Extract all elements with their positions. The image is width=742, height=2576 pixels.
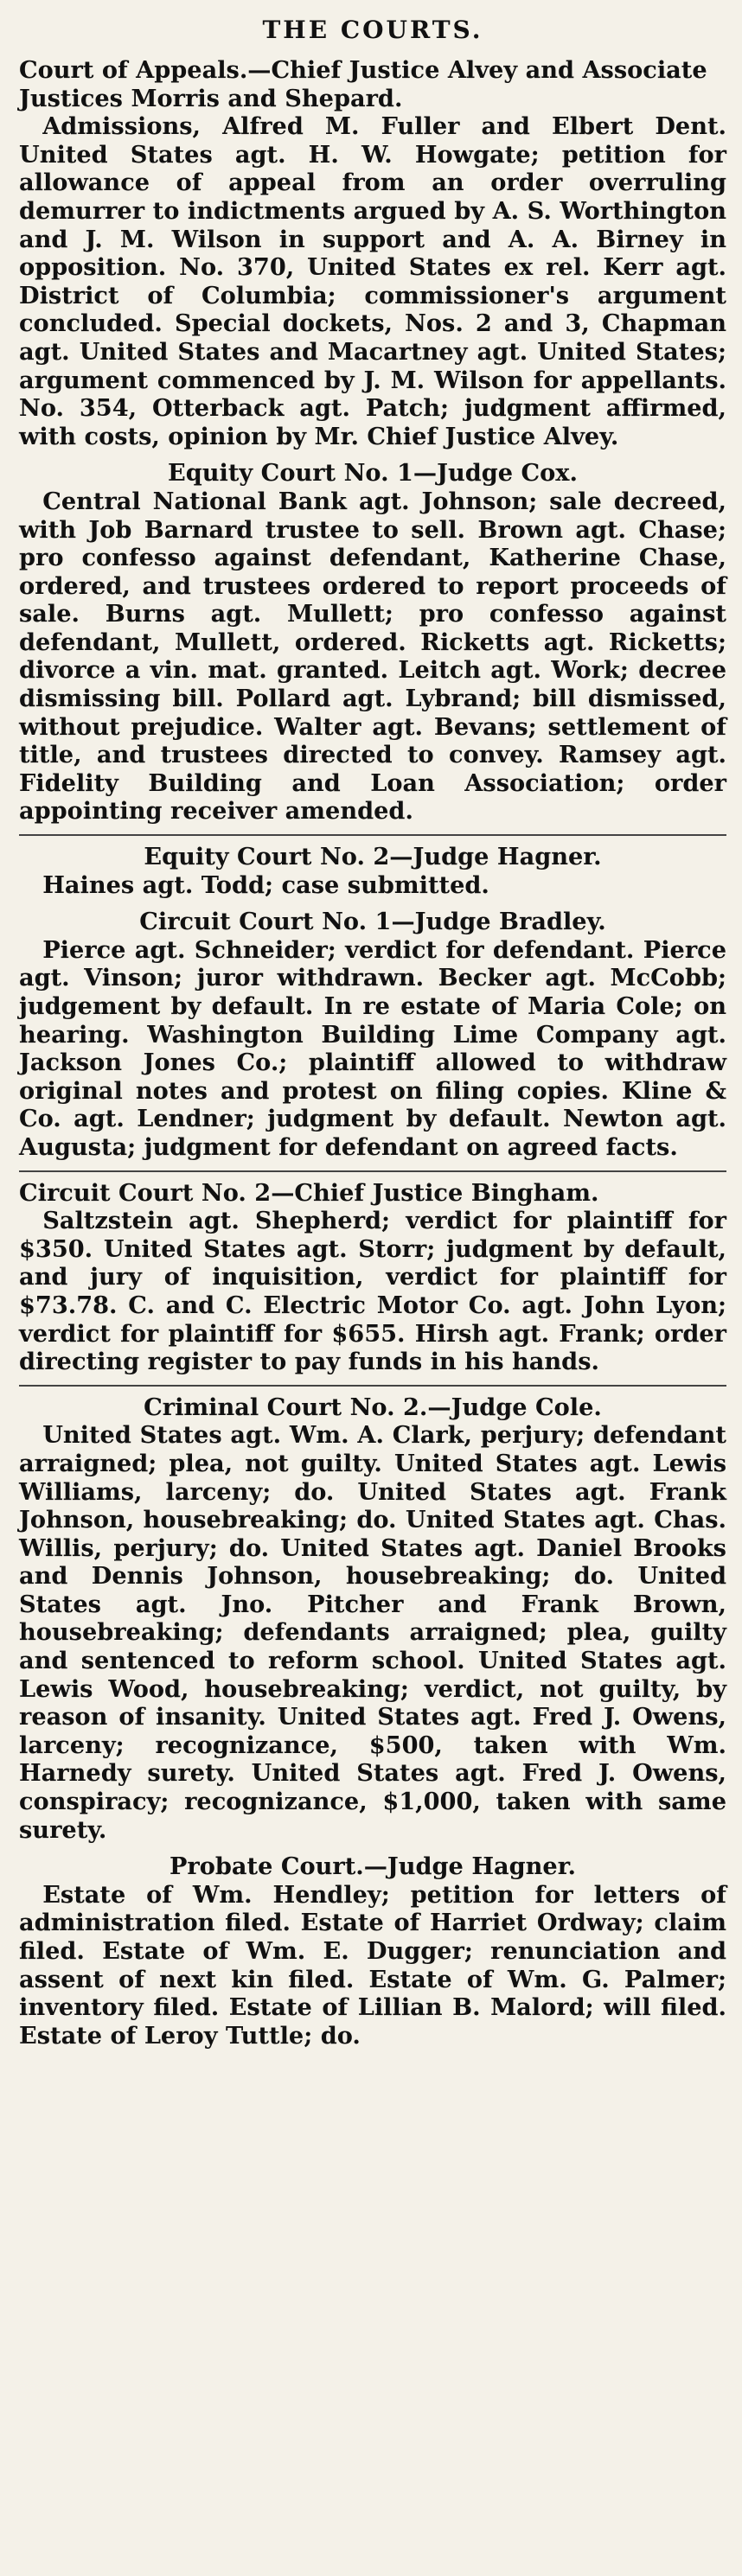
court-section-criminal-2 xyxy=(19,1393,726,1845)
section-body: Haines agt. Todd; case submitted. xyxy=(42,870,489,899)
court-section-circuit-2 xyxy=(19,1179,726,1376)
section-heading: Equity Court No. 2—Judge Hagner. xyxy=(144,843,602,871)
section-heading: Criminal Court No. 2.—Judge Cole. xyxy=(144,1393,602,1421)
section-body: Pierce agt. Schneider; verdict for defendant. Pierce agt. Vinson; juror withdrawn. Becker agt. McCobb; judgement by default. In re estate of Maria Cole; on hearing. Washington Building Lime Company agt. Jackson Jones Co.; plaintiff allowed to withdraw original notes and protest on filing copies. Kline & Co. agt. Lendner; judgment by default. Newton agt. Augusta; judgment for defendant on agreed facts. xyxy=(19,935,726,1161)
section-divider xyxy=(19,1385,726,1387)
section-heading: Circuit Court No. 1—Judge Bradley. xyxy=(139,908,606,936)
court-section-appeals xyxy=(19,56,726,450)
section-divider xyxy=(19,1170,726,1172)
section-divider xyxy=(19,834,726,836)
section-body: Admissions, Alfred M. Fuller and Elbert Dent. United States agt. H. W. Howgate; petition for allowance of appeal from an order overruling demurrer to indictments argued by A. S. Worthington and J. M. Wilson in support and A. A. Birney in opposition. No. 370, United States ex rel. Kerr agt. District of Columbia; commissioner's argument concluded. Special dockets, Nos. 2 and 3, Chapman agt. United States and Macartney agt. United States; argument commenced by J. M. Wilson for appellants. No. 354, Otterback agt. Patch; judgment affirmed, with costs, opinion by Mr. Chief Justice Alvey. xyxy=(19,112,726,450)
section-heading: Probate Court.—Judge Hagner. xyxy=(169,1852,576,1881)
section-heading: Circuit Court No. 2—Chief Justice Bingham. xyxy=(19,1178,599,1207)
court-section-equity-1 xyxy=(19,459,726,826)
section-body: Saltzstein agt. Shepherd; verdict for plaintiff for $350. United States agt. Storr; judgment by default, and jury of inquisition, verdict for plaintiff for $73.78. C. and C. Electric Motor Co. agt. John Lyon; verdict for plaintiff for $655. Hirsh agt. Frank; order directing register to pay funds in his hands. xyxy=(19,1207,726,1376)
section-heading: Equity Court No. 1—Judge Cox. xyxy=(168,459,578,488)
section-body: Central National Bank agt. Johnson; sale decreed, with Job Barnard trustee to sell. Brown agt. Chase; pro confesso against defendant, Katherine Chase, ordered, and trustees ordered to report proceeds of sale. Burns agt. Mullett; pro confesso against defendant, Mullett, ordered. Ricketts agt. Ricketts; divorce a vin. mat. granted. Leitch agt. Work; decree dismissing bill. Pollard agt. Lybrand; bill dismissed, without prejudice. Walter agt. Bevans; settlement of title, and trustees directed to convey. Ramsey agt. Fidelity Building and Loan Association; order appointing receiver amended. xyxy=(19,487,726,826)
section-heading: Court of Appeals.—Chief Justice Alvey and Associate Justices Morris and Shepard. xyxy=(19,56,707,112)
section-body: United States agt. Wm. A. Clark, perjury; defendant arraigned; plea, not guilty. United States agt. Lewis Williams, larceny; do. United States agt. Frank Johnson, housebreaking; do. United States agt. Chas. Willis, perjury; do. United States agt. Daniel Brooks and Dennis Johnson, housebreaking; do. United States agt. Jno. Pitcher and Frank Brown, housebreaking; defendants arraigned; plea, guilty and sentenced to reform school. United States agt. Lewis Wood, housebreaking; verdict, not guilty, by reason of insanity. United States agt. Fred J. Owens, larceny; recognizance, $500, taken with Wm. Harnedy surety. United States agt. Fred J. Owens, conspiracy; recognizance, $1,000, taken with same surety. xyxy=(19,1421,726,1844)
column-title: THE COURTS. xyxy=(262,16,483,44)
court-section-probate xyxy=(19,1852,726,2050)
section-body: Estate of Wm. Hendley; petition for letters of administration filed. Estate of Harriet Ordway; claim filed. Estate of Wm. E. Dugger; renunciation and assent of next kin filed. Estate of Wm. G. Palmer; inventory filed. Estate of Lillian B. Malord; will filed. Estate of Leroy Tuttle; do. xyxy=(19,1880,726,2050)
court-section-circuit-1 xyxy=(19,908,726,1161)
court-section-equity-2 xyxy=(19,843,726,899)
